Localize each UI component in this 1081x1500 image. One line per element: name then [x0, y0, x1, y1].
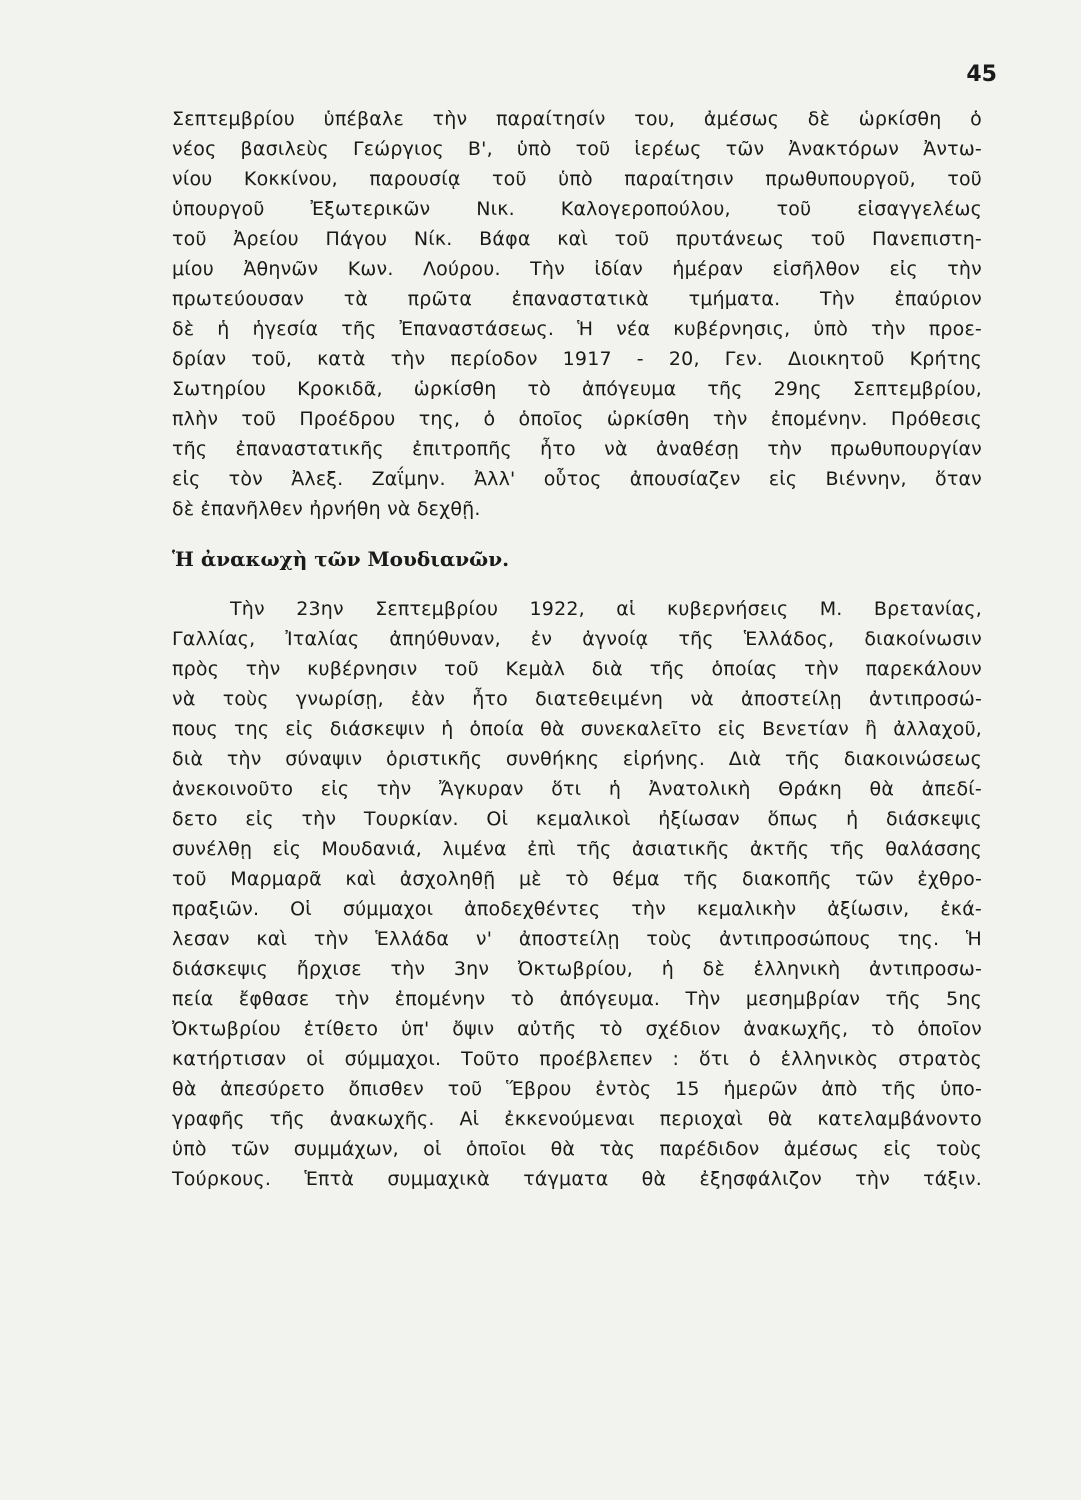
text-line: συνέλθῃ εἰς Μουδανιά, λιμένα ἐπὶ τῆς ἀσιατικῆς ἀκτῆς τῆς θαλάσσης: [172, 838, 982, 860]
text-line: διάσκεψις ἤρχισε τὴν 3ην Ὀκτωβρίου, ἡ δὲ ἑλληνικὴ ἀντιπροσω-: [172, 958, 982, 980]
text-line: Σωτηρίου Κροκιδᾶ, ὡρκίσθη τὸ ἀπόγευμα τῆς 29ης Σεπτεμβρίου,: [172, 378, 982, 400]
text-line: τοῦ Μαρμαρᾶ καὶ ἀσχοληθῇ μὲ τὸ θέμα τῆς διακοπῆς τῶν ἐχθρο-: [172, 868, 982, 890]
text-line: πλὴν τοῦ Προέδρου της, ὁ ὁποῖος ὡρκίσθη τὴν ἐπομένην. Πρόθεσις: [172, 408, 982, 430]
text-line: Γαλλίας, Ἰταλίας ἀπηύθυναν, ἐν ἀγνοίᾳ τῆς Ἑλλάδος, διακοίνωσιν: [172, 628, 982, 650]
paragraph-2: [172, 594, 982, 1194]
text-line: πρωτεύουσαν τὰ πρῶτα ἐπαναστατικὰ τμήματα. Τὴν ἐπαύριον: [172, 288, 982, 310]
text-line: ὑπὸ τῶν συμμάχων, οἱ ὁποῖοι θὰ τὰς παρέδιδον ἀμέσως εἰς τοὺς: [172, 1138, 982, 1160]
text-line: νίου Κοκκίνου, παρουσίᾳ τοῦ ὑπὸ παραίτησιν πρωθυπουργοῦ, τοῦ: [172, 168, 982, 190]
text-line: δὲ ἡ ἡγεσία τῆς Ἐπαναστάσεως. Ἡ νέα κυβέρνησις, ὑπὸ τὴν προε-: [172, 318, 982, 340]
text-line: δρίαν τοῦ, κατὰ τὴν περίοδον 1917 - 20, Γεν. Διοικητοῦ Κρήτης: [172, 348, 982, 370]
text-line: πεία ἔφθασε τὴν ἐπομένην τὸ ἀπόγευμα. Τὴν μεσημβρίαν τῆς 5ης: [172, 988, 982, 1010]
text-line: πρὸς τὴν κυβέρνησιν τοῦ Κεμὰλ διὰ τῆς ὁποίας τὴν παρεκάλουν: [172, 658, 982, 680]
text-line: τῆς ἐπαναστατικῆς ἐπιτροπῆς ἦτο νὰ ἀναθέσῃ τὴν πρωθυπουργίαν: [172, 438, 982, 460]
text-line: νὰ τοὺς γνωρίσῃ, ἐὰν ἦτο διατεθειμένη νὰ ἀποστείλῃ ἀντιπροσώ-: [172, 688, 982, 710]
text-line: εἰς τὸν Ἀλεξ. Ζαΐμην. Ἀλλ' οὗτος ἀπουσίαζεν εἰς Βιέννην, ὅταν: [172, 468, 982, 490]
text-line: κατήρτισαν οἱ σύμμαχοι. Τοῦτο προέβλεπεν : ὅτι ὁ ἑλληνικὸς στρατὸς: [172, 1048, 982, 1070]
paragraph-1: [172, 104, 982, 524]
text-line: Σεπτεμβρίου ὑπέβαλε τὴν παραίτησίν του, ἀμέσως δὲ ὡρκίσθη ὁ: [172, 108, 982, 130]
text-line: δετο εἰς τὴν Τουρκίαν. Οἱ κεμαλικοὶ ἠξίωσαν ὅπως ἡ διάσκεψις: [172, 808, 982, 830]
text-line: γραφῆς τῆς ἀνακωχῆς. Αἱ ἐκκενούμεναι περιοχαὶ θὰ κατελαμβάνοντο: [172, 1108, 982, 1130]
text-line: θὰ ἀπεσύρετο ὄπισθεν τοῦ Ἕβρου ἐντὸς 15 ἡμερῶν ἀπὸ τῆς ὑπο-: [172, 1078, 982, 1100]
page-number: 45: [966, 62, 997, 87]
text-line: νέος βασιλεὺς Γεώργιος Β', ὑπὸ τοῦ ἱερέως τῶν Ἀνακτόρων Ἀντω-: [172, 138, 982, 160]
text-line: Ὀκτωβρίου ἐτίθετο ὑπ' ὄψιν αὐτῆς τὸ σχέδιον ἀνακωχῆς, τὸ ὁποῖον: [172, 1018, 982, 1040]
section-heading: Ἡ ἀνακωχὴ τῶν Μουδιανῶν.: [172, 547, 510, 571]
text-line: Τὴν 23ην Σεπτεμβρίου 1922, αἱ κυβερνήσεις Μ. Βρετανίας,: [230, 598, 982, 620]
text-line: Τούρκους. Ἑπτὰ συμμαχικὰ τάγματα θὰ ἐξησφάλιζον τὴν τάξιν.: [172, 1168, 982, 1190]
text-block: [172, 104, 982, 1194]
text-line: ὑπουργοῦ Ἐξωτερικῶν Νικ. Καλογεροπούλου, τοῦ εἰσαγγελέως: [172, 198, 982, 220]
text-line: μίου Ἀθηνῶν Κων. Λούρου. Τὴν ἰδίαν ἡμέραν εἰσῆλθον εἰς τὴν: [172, 258, 982, 280]
text-line: πραξιῶν. Οἱ σύμμαχοι ἀποδεχθέντες τὴν κεμαλικὴν ἀξίωσιν, ἐκά-: [172, 898, 982, 920]
text-line: πους της εἰς διάσκεψιν ἡ ὁποία θὰ συνεκαλεῖτο εἰς Βενετίαν ἢ ἀλλαχοῦ,: [172, 718, 982, 740]
text-line: λεσαν καὶ τὴν Ἑλλάδα ν' ἀποστείλῃ τοὺς ἀντιπροσώπους της. Ἡ: [172, 928, 982, 950]
text-line: τοῦ Ἀρείου Πάγου Νίκ. Βάφα καὶ τοῦ πρυτάνεως τοῦ Πανεπιστη-: [172, 228, 982, 250]
text-line: ἀνεκοινοῦτο εἰς τὴν Ἄγκυραν ὅτι ἡ Ἀνατολικὴ Θράκη θὰ ἀπεδί-: [172, 778, 982, 800]
text-line: δὲ ἐπανῆλθεν ἠρνήθη νὰ δεχθῇ.: [172, 498, 481, 520]
text-line: διὰ τὴν σύναψιν ὁριστικῆς συνθήκης εἰρήνης. Διὰ τῆς διακοινώσεως: [172, 748, 982, 770]
